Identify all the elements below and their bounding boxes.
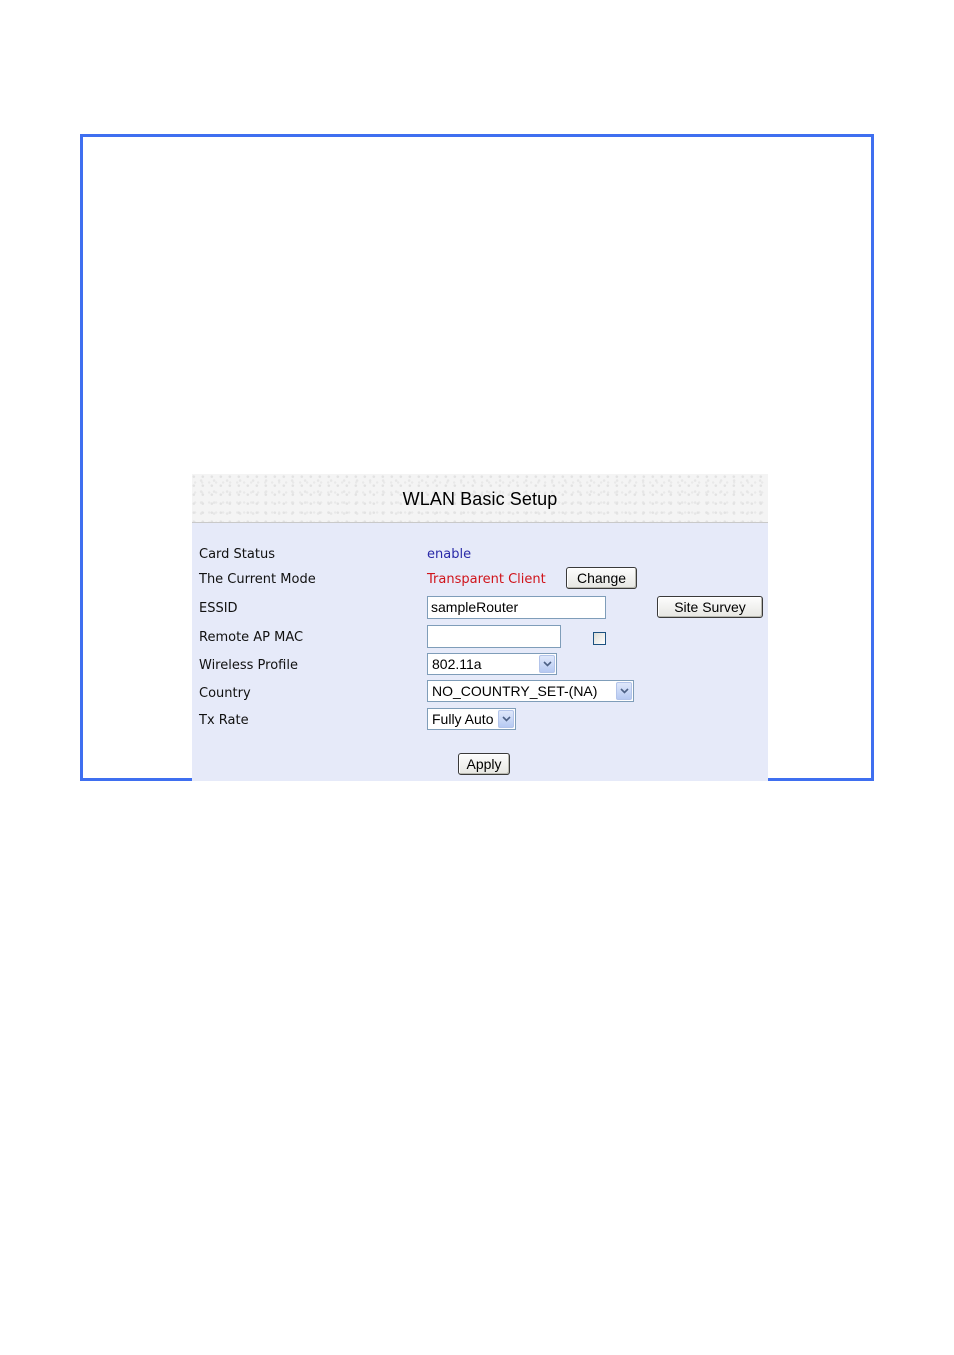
wireless-profile-label: Wireless Profile: [199, 658, 298, 673]
wireless-profile-select[interactable]: [427, 653, 557, 675]
wireless-profile-selected: 802.11a: [432, 656, 482, 672]
essid-label: ESSID: [199, 601, 238, 616]
country-selected: NO_COUNTRY_SET-(NA): [432, 683, 598, 699]
change-mode-button[interactable]: Change: [566, 567, 637, 589]
page-title: WLAN Basic Setup: [402, 489, 558, 509]
tx-rate-selected: Fully Auto: [432, 711, 494, 727]
card-status-value: enable: [427, 547, 472, 562]
wlan-basic-setup-panel: [192, 474, 768, 781]
country-select[interactable]: [427, 680, 634, 702]
panel-header: [192, 474, 768, 523]
remote-ap-mac-checkbox[interactable]: [593, 632, 606, 645]
chevron-down-icon[interactable]: [539, 655, 555, 673]
remote-ap-mac-label: Remote AP MAC: [199, 630, 304, 645]
country-label: Country: [199, 686, 251, 701]
tx-rate-label: Tx Rate: [199, 713, 249, 728]
current-mode-label: The Current Mode: [199, 572, 316, 587]
screenshot-frame: [80, 134, 874, 781]
essid-input[interactable]: sampleRouter: [427, 596, 606, 619]
apply-button[interactable]: Apply: [458, 753, 510, 775]
tx-rate-select[interactable]: [427, 708, 516, 730]
remote-ap-mac-input[interactable]: [427, 625, 561, 648]
site-survey-button[interactable]: Site Survey: [657, 596, 763, 618]
card-status-label: Card Status: [199, 547, 275, 562]
chevron-down-icon[interactable]: [616, 682, 632, 700]
chevron-down-icon[interactable]: [498, 710, 514, 728]
current-mode-value: Transparent Client: [427, 572, 546, 587]
